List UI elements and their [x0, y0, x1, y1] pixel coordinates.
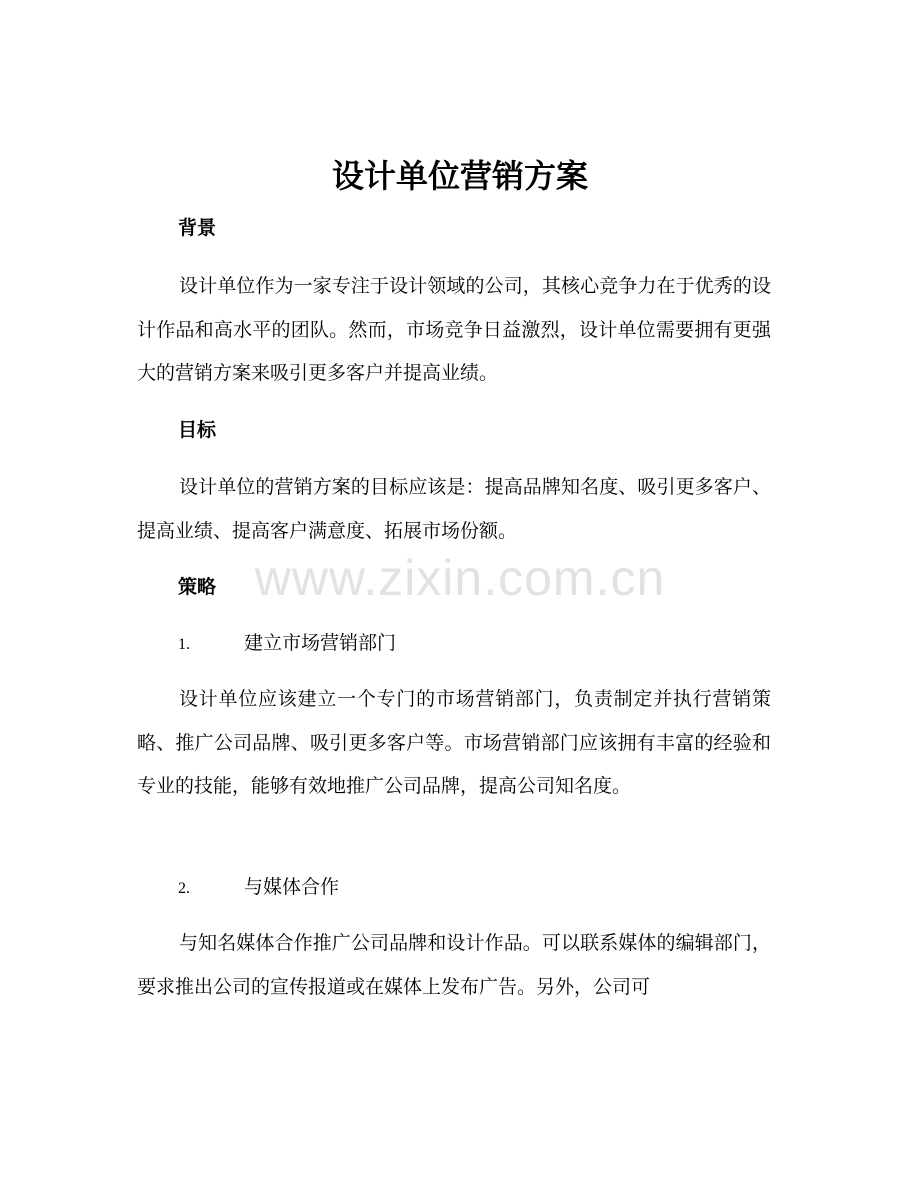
strategy-item-title: 与媒体合作	[244, 876, 340, 898]
document-title: 设计单位营销方案	[331, 157, 588, 195]
paragraph-goal: 设计单位的营销方案的目标应该是：提高品牌知名度、吸引更多客户、提高业绩、提高客户满意度、拓展市场份额。	[137, 476, 771, 542]
paragraph-background: 设计单位作为一家专注于设计领域的公司，其核心竞争力在于优秀的设计作品和高水平的团队。然而，市场竞争日益激烈，设计单位需要拥有更强大的营销方案来吸引更多客户并提高业绩。	[137, 275, 771, 384]
heading-goal: 目标	[178, 419, 217, 441]
paragraph-strategy-2: 与知名媒体合作推广公司品牌和设计作品。可以联系媒体的编辑部门，要求推出公司的宣传报道或在媒体上发布广告。另外，公司可	[137, 932, 771, 998]
strategy-item-2	[178, 873, 339, 903]
strategy-item-title: 建立市场营销部门	[244, 632, 397, 654]
strategy-item-number: 2.	[178, 880, 190, 897]
heading-strategy: 策略	[178, 576, 217, 598]
heading-background: 背景	[178, 217, 217, 239]
paragraph-strategy-1: 设计单位应该建立一个专门的市场营销部门，负责制定并执行营销策略、推广公司品牌、吸引更多客户等。市场营销部门应该拥有丰富的经验和专业的技能，能够有效地推广公司品牌，提高公司知名度。	[137, 688, 771, 797]
strategy-item-1	[178, 629, 396, 659]
strategy-item-number: 1.	[178, 636, 190, 653]
watermark-text: www.zixin.com.cn	[254, 550, 666, 606]
